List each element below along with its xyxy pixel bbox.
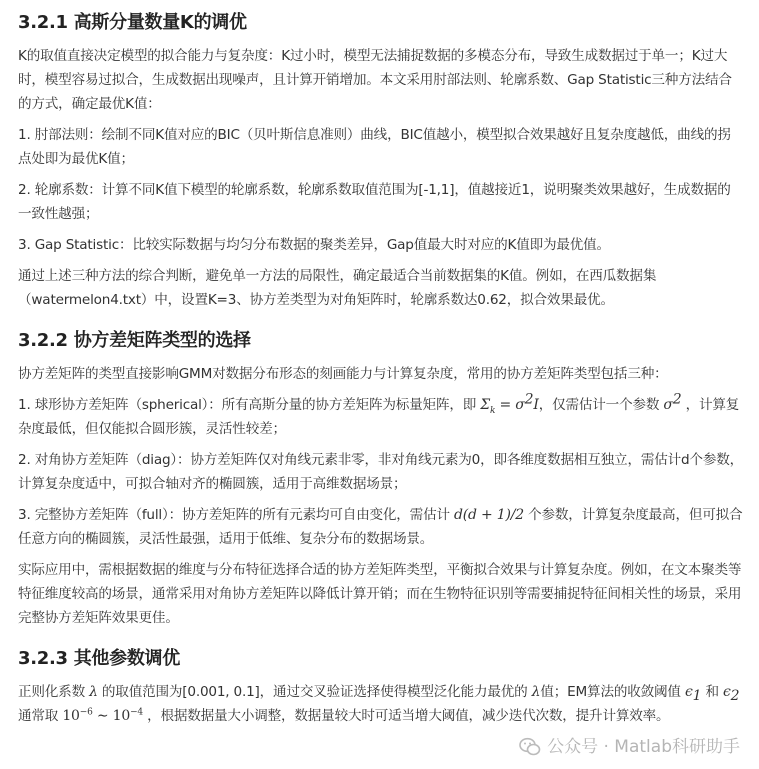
paragraph-cov-intro: 协方差矩阵的类型直接影响GMM对数据分布形态的刻画能力与计算复杂度，常用的协方差矩阵类型包括三种： (18, 366, 668, 382)
math-sub: 1 (692, 687, 702, 704)
paragraph-k-conclusion: 通过上述三种方法的综合判断，避免单一方法的局限性，确定最适合当前数据集的K值。例如，在西瓜数据集（watermelon4.txt）中，设置K=3、协方差类型为对角矩阵时，轮廓系数达0.62，拟合效果最优。 (18, 268, 657, 308)
section-heading-3-2-2: 3.2.2 协方差矩阵类型的选择 (18, 330, 251, 351)
math-symbol: ϵ (684, 684, 693, 700)
math-sup: 2 (524, 391, 534, 408)
text: 和 (705, 684, 719, 700)
text: 个参数，计算复杂度最高，但可拟合任意方向的椭圆簇，灵活性最强，适用于低维、复杂分布的数据场景。 (18, 507, 743, 547)
math-symbol: Σ (480, 397, 490, 413)
list-item-gap-statistic: 3. Gap Statistic：比较实际数据与均匀分布数据的聚类差异，Gap值最大时对应的K值即为最优值。 (18, 237, 610, 253)
list-item-elbow: 1. 肘部法则：绘制不同K值对应的BIC（贝叶斯信息准则）曲线，BIC值越小，模型拟合效果越好且复杂度越低，曲线的拐点处即为最优K值； (18, 127, 731, 167)
math-lambda: λ (89, 684, 98, 700)
math-sub: 2 (730, 687, 740, 704)
wechat-icon (519, 737, 541, 757)
text: ，根据数据量大小调整，数据量较大时可适当增大阈值，减少迭代次数，提升计算效率。 (147, 708, 670, 724)
math-threshold-range (62, 708, 143, 724)
math-symbol: σ (663, 397, 673, 413)
math-sup: −6 (79, 707, 93, 718)
article-body (18, 0, 744, 769)
list-item-silhouette: 2. 轮廓系数：计算不同K值下模型的轮廓系数，轮廓系数取值范围为[-1,1]，值越接近1，说明聚类效果越好，生成数据的一致性越强； (18, 182, 731, 222)
text: 的取值范围为[0.001, 0.1]，通过交叉验证选择使得模型泛化能力最优的 (101, 684, 528, 700)
math-symbol: 10 (62, 708, 80, 724)
math-params-count: d(d + 1)/2 (453, 507, 524, 523)
text: 值；EM算法的收敛阈值 (540, 684, 681, 700)
math-epsilon-1 (684, 684, 702, 704)
section-heading-3-2-1: 3.2.1 高斯分量数量K的调优 (18, 12, 247, 33)
math-lambda: λ (531, 684, 541, 700)
math-sigma-squared (663, 391, 682, 413)
paragraph-cov-conclusion: 实际应用中，需根据数据的维度与分布特征选择合适的协方差矩阵类型，平衡拟合效果与计算复杂度。例如，在文本聚类等特征维度较高的场景，通常采用对角协方差矩阵以降低计算开销；而在生物特征识别等需要捕捉特征间相关性的场景，采用完整协方差矩阵效果更佳。 (18, 562, 742, 626)
list-item-spherical (18, 393, 744, 441)
watermark-text: 公众号 · Matlab科研助手 (547, 737, 740, 757)
text: ，计算复杂度最低，但仅能拟合圆形簇，灵活性较差； (18, 397, 740, 437)
section-heading-3-2-3: 3.2.3 其他参数调优 (18, 648, 180, 669)
text: 1. 球形协方差矩阵（spherical）：所有高斯分量的协方差矩阵为标量矩阵，即 (18, 397, 477, 413)
math-sigma-k (480, 391, 539, 416)
math-symbol: ∼ (92, 708, 113, 724)
text: ，仅需估计一个参数 (538, 397, 660, 413)
watermark (18, 735, 740, 759)
math-symbol: 10 (112, 708, 131, 724)
text: 3. 完整协方差矩阵（full）：协方差矩阵的所有元素均可自由变化，需估计 (18, 507, 450, 523)
paragraph-other-params (18, 680, 744, 728)
math-symbol: = σ (495, 397, 525, 413)
math-symbol: ϵ (722, 684, 731, 700)
math-epsilon-2 (722, 684, 740, 704)
list-item-full (18, 503, 744, 551)
math-sup: −4 (130, 707, 143, 718)
paragraph-k-intro: K的取值直接决定模型的拟合能力与复杂度：K过小时，模型无法捕捉数据的多模态分布，导致生成数据过于单一；K过大时，模型容易过拟合，生成数据出现噪声，且计算开销增加。本文采用肘部法则、轮廓系数、Gap Statistic三种方法结合的方式，确定最优K值： (18, 48, 732, 112)
math-sup: 2 (672, 391, 682, 408)
text: 通常取 (18, 708, 59, 724)
math-symbol: I (533, 397, 539, 413)
text: 正则化系数 (18, 684, 85, 700)
math-sub: k (489, 405, 496, 416)
list-item-diag: 2. 对角协方差矩阵（diag）：协方差矩阵仅对角线元素非零，非对角线元素为0，即各维度数据相互独立，需估计d个参数，计算复杂度适中，可拟合轴对齐的椭圆簇，适用于高维数据场景； (18, 452, 744, 492)
